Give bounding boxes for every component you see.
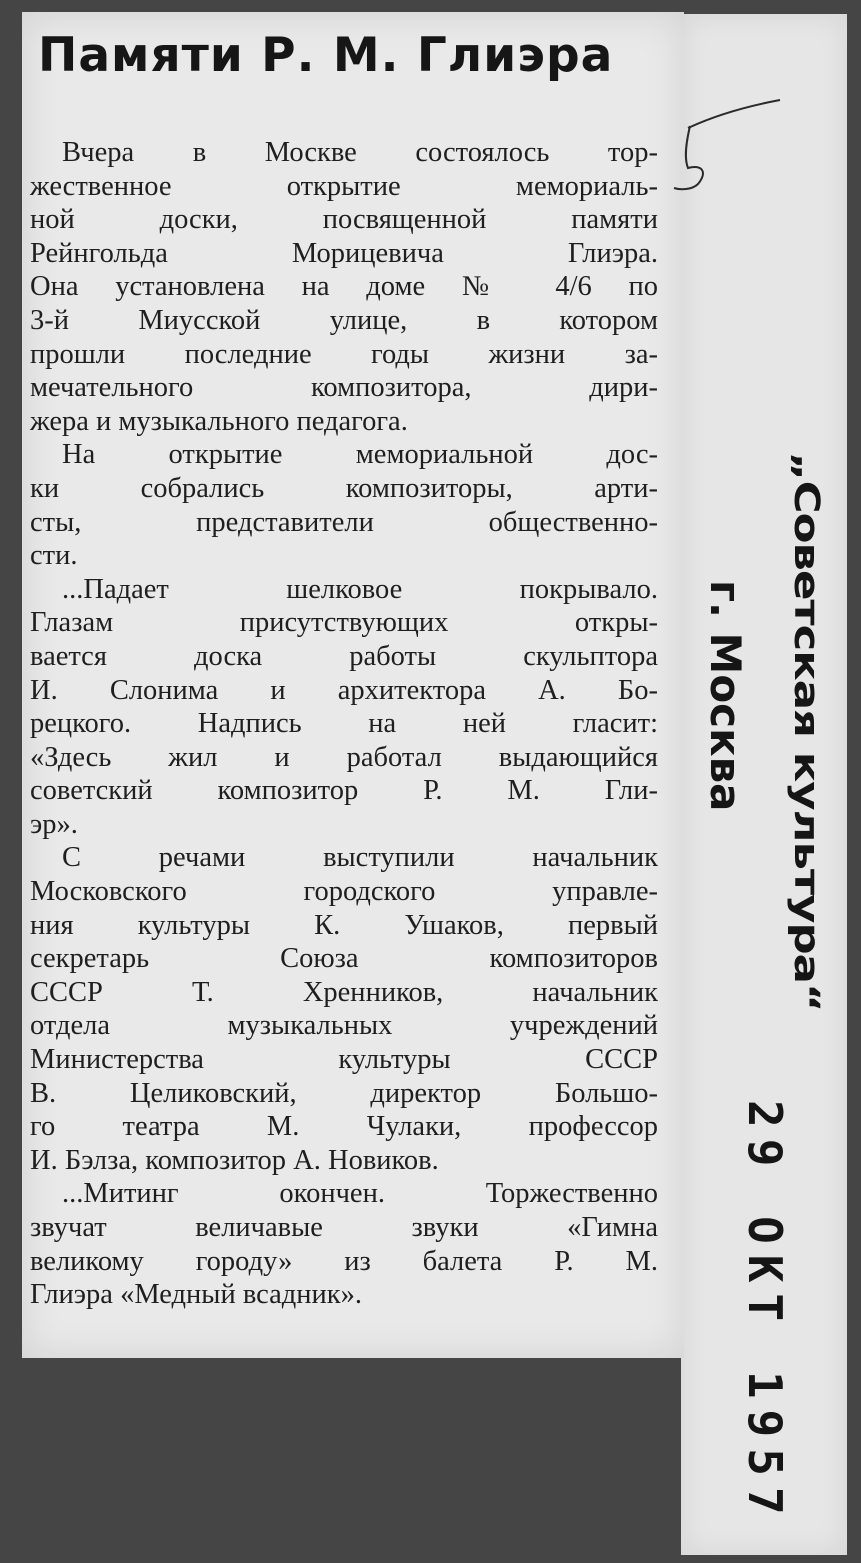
article-line: вается доска работы скульптора (30, 640, 658, 672)
article-line: жественное открытие мемориаль- (30, 170, 658, 202)
newspaper-name-stamp: „Советская культура“ (786, 452, 828, 1012)
article-line: СССР Т. Хренников, начальник (30, 976, 658, 1008)
article-line: Министерства культуры СССР (30, 1044, 658, 1076)
article-line: звучат величавые звуки «Гимна (30, 1212, 658, 1243)
article-line: великому городу» из балета Р. М. (30, 1245, 658, 1277)
article-line: сты, представители общественно- (30, 506, 658, 538)
article-line: Глазам присутствующих откры- (30, 607, 658, 639)
article-line: На открытие мемориальной дос- (62, 439, 658, 471)
article-line: ной доски, посвященной памяти (30, 204, 658, 236)
article-line: ...Митинг окончен. Торжественно (62, 1178, 658, 1210)
city-stamp: г. Москва (701, 580, 750, 812)
article-line: жера и музыкального педагога. (30, 405, 408, 437)
handwritten-mark (668, 98, 788, 198)
article-line: ки собрались композиторы, арти- (30, 472, 658, 504)
article-line: советский композитор Р. М. Гли- (30, 775, 658, 807)
article-line: Глиэра «Медный всадник». (30, 1279, 362, 1311)
date-stamp: 29 ОКТ 1957 (738, 1100, 792, 1526)
article-line: И. Слонима и архитектора А. Бо- (30, 674, 658, 706)
article-line: В. Целиковский, директор Большо- (30, 1077, 658, 1109)
article-line: Вчера в Москве состоялось тор- (62, 137, 658, 168)
article-line: го театра М. Чулаки, профессор (30, 1111, 658, 1143)
article-line: Она установлена на доме № 4/6 по (30, 271, 658, 303)
article-line: сти. (30, 540, 78, 572)
article-body (30, 136, 658, 1312)
article-line: С речами выступили начальник (62, 842, 658, 874)
article-line: ния культуры К. Ушаков, первый (30, 909, 658, 941)
article-line: Московского городского управле- (30, 876, 658, 908)
article-line: Рейнгольда Морицевича Глиэра. (30, 237, 658, 269)
article-line: рецкого. Надпись на ней гласит: (30, 708, 658, 740)
article-line: мечательного композитора, дири- (30, 372, 658, 404)
article-line: И. Бэлза, композитор А. Новиков. (30, 1144, 439, 1176)
article-line: 3-й Миусской улице, в котором (30, 304, 658, 336)
article-line: эр». (30, 808, 78, 840)
article-line: прошли последние годы жизни за- (30, 338, 658, 370)
article-line: «Здесь жил и работал выдающийся (30, 741, 658, 773)
article-line: отдела музыкальных учреждений (30, 1010, 658, 1042)
article-line: ...Падает шелковое покрывало. (62, 573, 658, 605)
article-line: секретарь Союза композиторов (30, 943, 658, 975)
article-headline: Памяти Р. М. Глиэра (38, 28, 614, 83)
